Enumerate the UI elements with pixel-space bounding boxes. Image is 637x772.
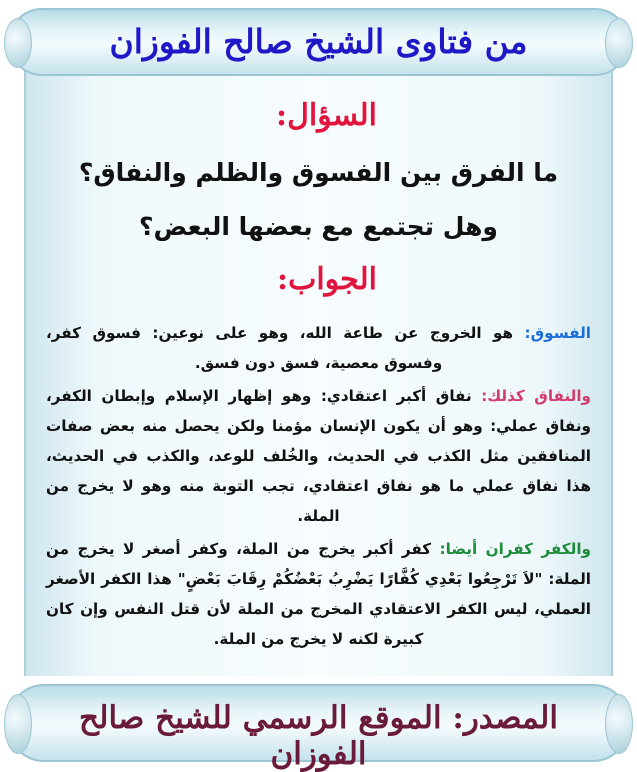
- answer-body: [46, 318, 591, 657]
- source-footer: المصدر: الموقع الرسمي للشيخ صالح الفوزان: [79, 700, 558, 772]
- answer-paragraph-kufr: [46, 534, 591, 654]
- keyword-kufr: والكفر كفران أيضا:: [439, 540, 591, 558]
- keyword-nifaq: والنفاق كذلك:: [481, 387, 591, 405]
- answer-paragraph-nifaq: [46, 381, 591, 531]
- question-heading: السؤال:: [276, 98, 377, 133]
- answer-heading: الجواب:: [277, 262, 377, 297]
- keyword-fusuq: الفسوق:: [524, 324, 591, 342]
- question-line-2: وهل تجتمع مع بعضها البعض؟: [139, 212, 498, 241]
- question-line-1: ما الفرق بين الفسوق والظلم والنفاق؟: [78, 158, 559, 187]
- page-title: من فتاوى الشيخ صالح الفوزان: [109, 22, 528, 61]
- answer-paragraph-fusuq: [46, 318, 591, 378]
- paragraph-text: نفاق أكبر اعتقادي: وهو إظهار الإسلام وإبطان الكفر، ونفاق عملي: وهو أن يكون الإنسان مؤمنا ولكن يحصل منه بعض صفات المنافقين مثل الكذب في الحديث، والخُلف للوعد، والكذب في الحديث، هذا نفاق عملي ما هو نفاق اعتقادي، تجب التوبة منه وهو لا يخرج من الملة.: [46, 387, 591, 525]
- paragraph-text: كفر أكبر يخرج من الملة، وكفر أصغر لا يخرج من الملة: "لاَ تَرْجِعُوا بَعْدِي كُفَّارًا يَضْرِبُ بَعْضُكُمْ رِقَابَ بَعْضٍ" هذا الكفر الأصغر العملي، ليس الكفر الاعتقادي المخرج من الملة لأن قتل النفس وإن كان كبيرة لكنه لا يخرج من الملة.: [46, 540, 591, 648]
- paragraph-text: هو الخروج عن طاعة الله، وهو على نوعين: فسوق كفر، وفسوق معصية، فسق دون فسق.: [46, 324, 525, 372]
